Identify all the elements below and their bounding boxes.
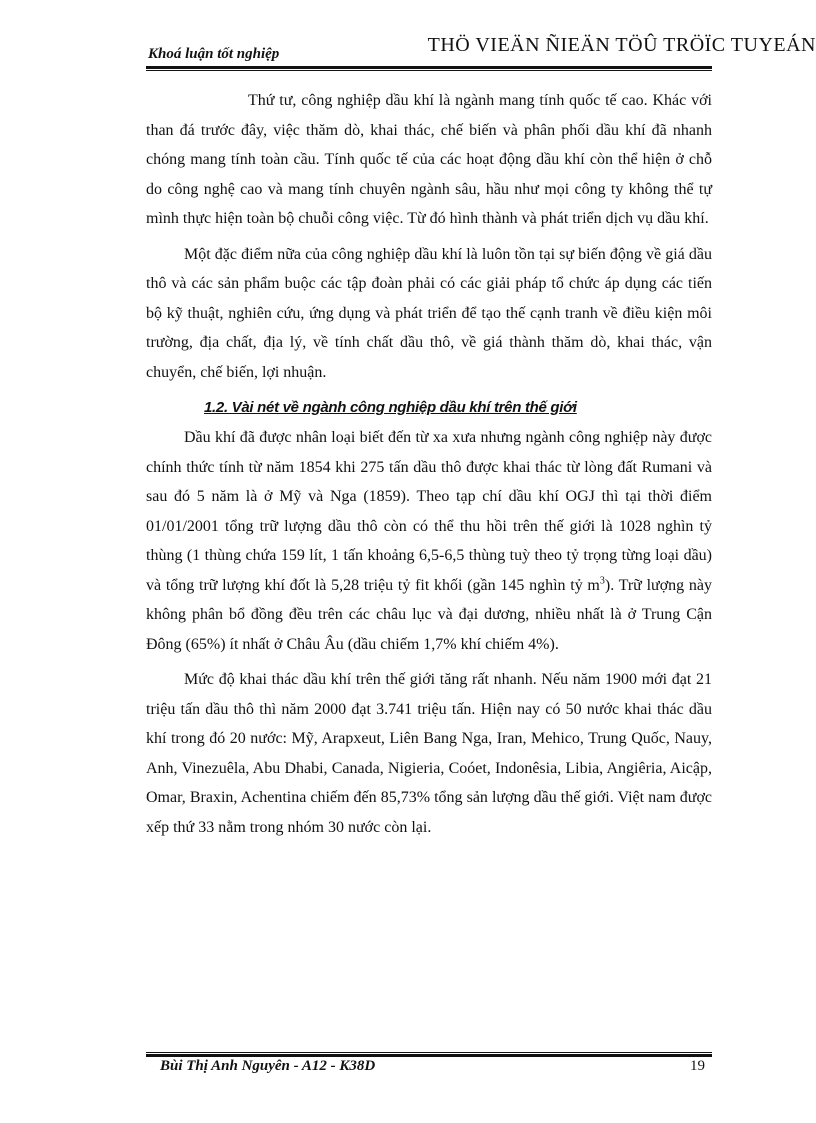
paragraph-4: Mức độ khai thác dầu khí trên thế giới tăng rất nhanh. Nếu năm 1900 mới đạt 21 triệu tấn dầu thô thì năm 2000 đạt 3.741 triệu tấn. Hiện nay có 50 nước khai thác dầu khí trong đó 20 nước: Mỹ, Arapxeut, Liên Bang Nga, Iran, Mehico, Trung Quốc, Nauy, Anh, Vinezuêla, Abu Dhabi, Canada, Nigieria, Coóet, Indonêsia, Libia, Angiêria, Aicập, Omar, Braxin, Achentina chiếm đến 85,73% tổng sản lượng dầu thế giới. Việt nam được xếp thứ 33 nằm trong nhóm 30 nước còn lại. — [146, 671, 712, 836]
superscript: 3 — [599, 575, 605, 587]
section-heading: 1.2. Vài nét về ngành công nghiệp dầu khí trên thế giới — [204, 399, 577, 416]
paragraph-3 — [146, 423, 712, 659]
header-divider — [146, 66, 712, 71]
page-number: 19 — [690, 1058, 705, 1074]
paragraph-3-text-b: ). Trữ lượng này không phân bổ đồng đều trên các châu lục và đại dương, nhiều nhất là ở Trung Cận Đông (65%) ít nhất ở Châu Âu (dầu chiếm 1,7% khí chiếm 4%). — [146, 576, 712, 653]
paragraph-2: Một đặc điểm nữa của công nghiệp dầu khí là luôn tồn tại sự biến động về giá dầu thô và các sản phẩm buộc các tập đoàn phải có các giải pháp tổ chức áp dụng các tiến bộ kỹ thuật, nghiên cứu, ứng dụng và phát triển để tạo thế cạnh tranh về điều kiện môi trường, địa chất, địa lý, về tính chất dầu thô, về giá thành thăm dò, khai thác, vận chuyển, chế biến, lợi nhuận. — [146, 245, 712, 381]
header-library-label: THÖ VIEÄN ÑIEÄN TÖÛ TRÖÏC TUYEÁN — [427, 34, 816, 56]
header-title: Khoá luận tốt nghiệp — [148, 46, 280, 62]
document-body — [146, 86, 712, 848]
paragraph-3-text-a: Dầu khí đã được nhân loại biết đến từ xa xưa nhưng ngành công nghiệp này được chính thức tính từ năm 1854 khi 275 tấn dầu thô được khai thác từ lòng đất Rumani và sau đó 5 năm là ở Mỹ và Nga (1859). Theo tạp chí dầu khí OGJ thì tại thời điểm 01/01/2001 tổng trữ lượng dầu thô còn có thể thu hồi trên thế giới là 1028 nghìn tỷ thùng (1 thùng chứa 159 lít, 1 tấn khoảng 6,5-6,5 thùng tuỳ theo tỷ trọng từng loại dầu) và tổng trữ lượng khí đốt là 5,28 triệu tỷ fit khối (gần 145 nghìn tỷ m — [146, 429, 712, 594]
paragraph-1: Thứ tư, công nghiệp dầu khí là ngành mang tính quốc tế cao. Khác với than đá trước đây, việc thăm dò, khai thác, chế biến và phân phối dầu khí đã nhanh chóng mang tính toàn cầu. Tính quốc tế của các hoạt động dầu khí còn thể hiện ở chỗ do công nghệ cao và mang tính chuyên ngành sâu, hầu như mọi công ty không thể tự mình thực hiện toàn bộ chuỗi công việc. Từ đó hình thành và phát triển dịch vụ dầu khí. — [146, 92, 712, 227]
footer-divider — [146, 1052, 712, 1057]
footer-author: Bùi Thị Anh Nguyên - A12 - K38D — [160, 1058, 376, 1074]
